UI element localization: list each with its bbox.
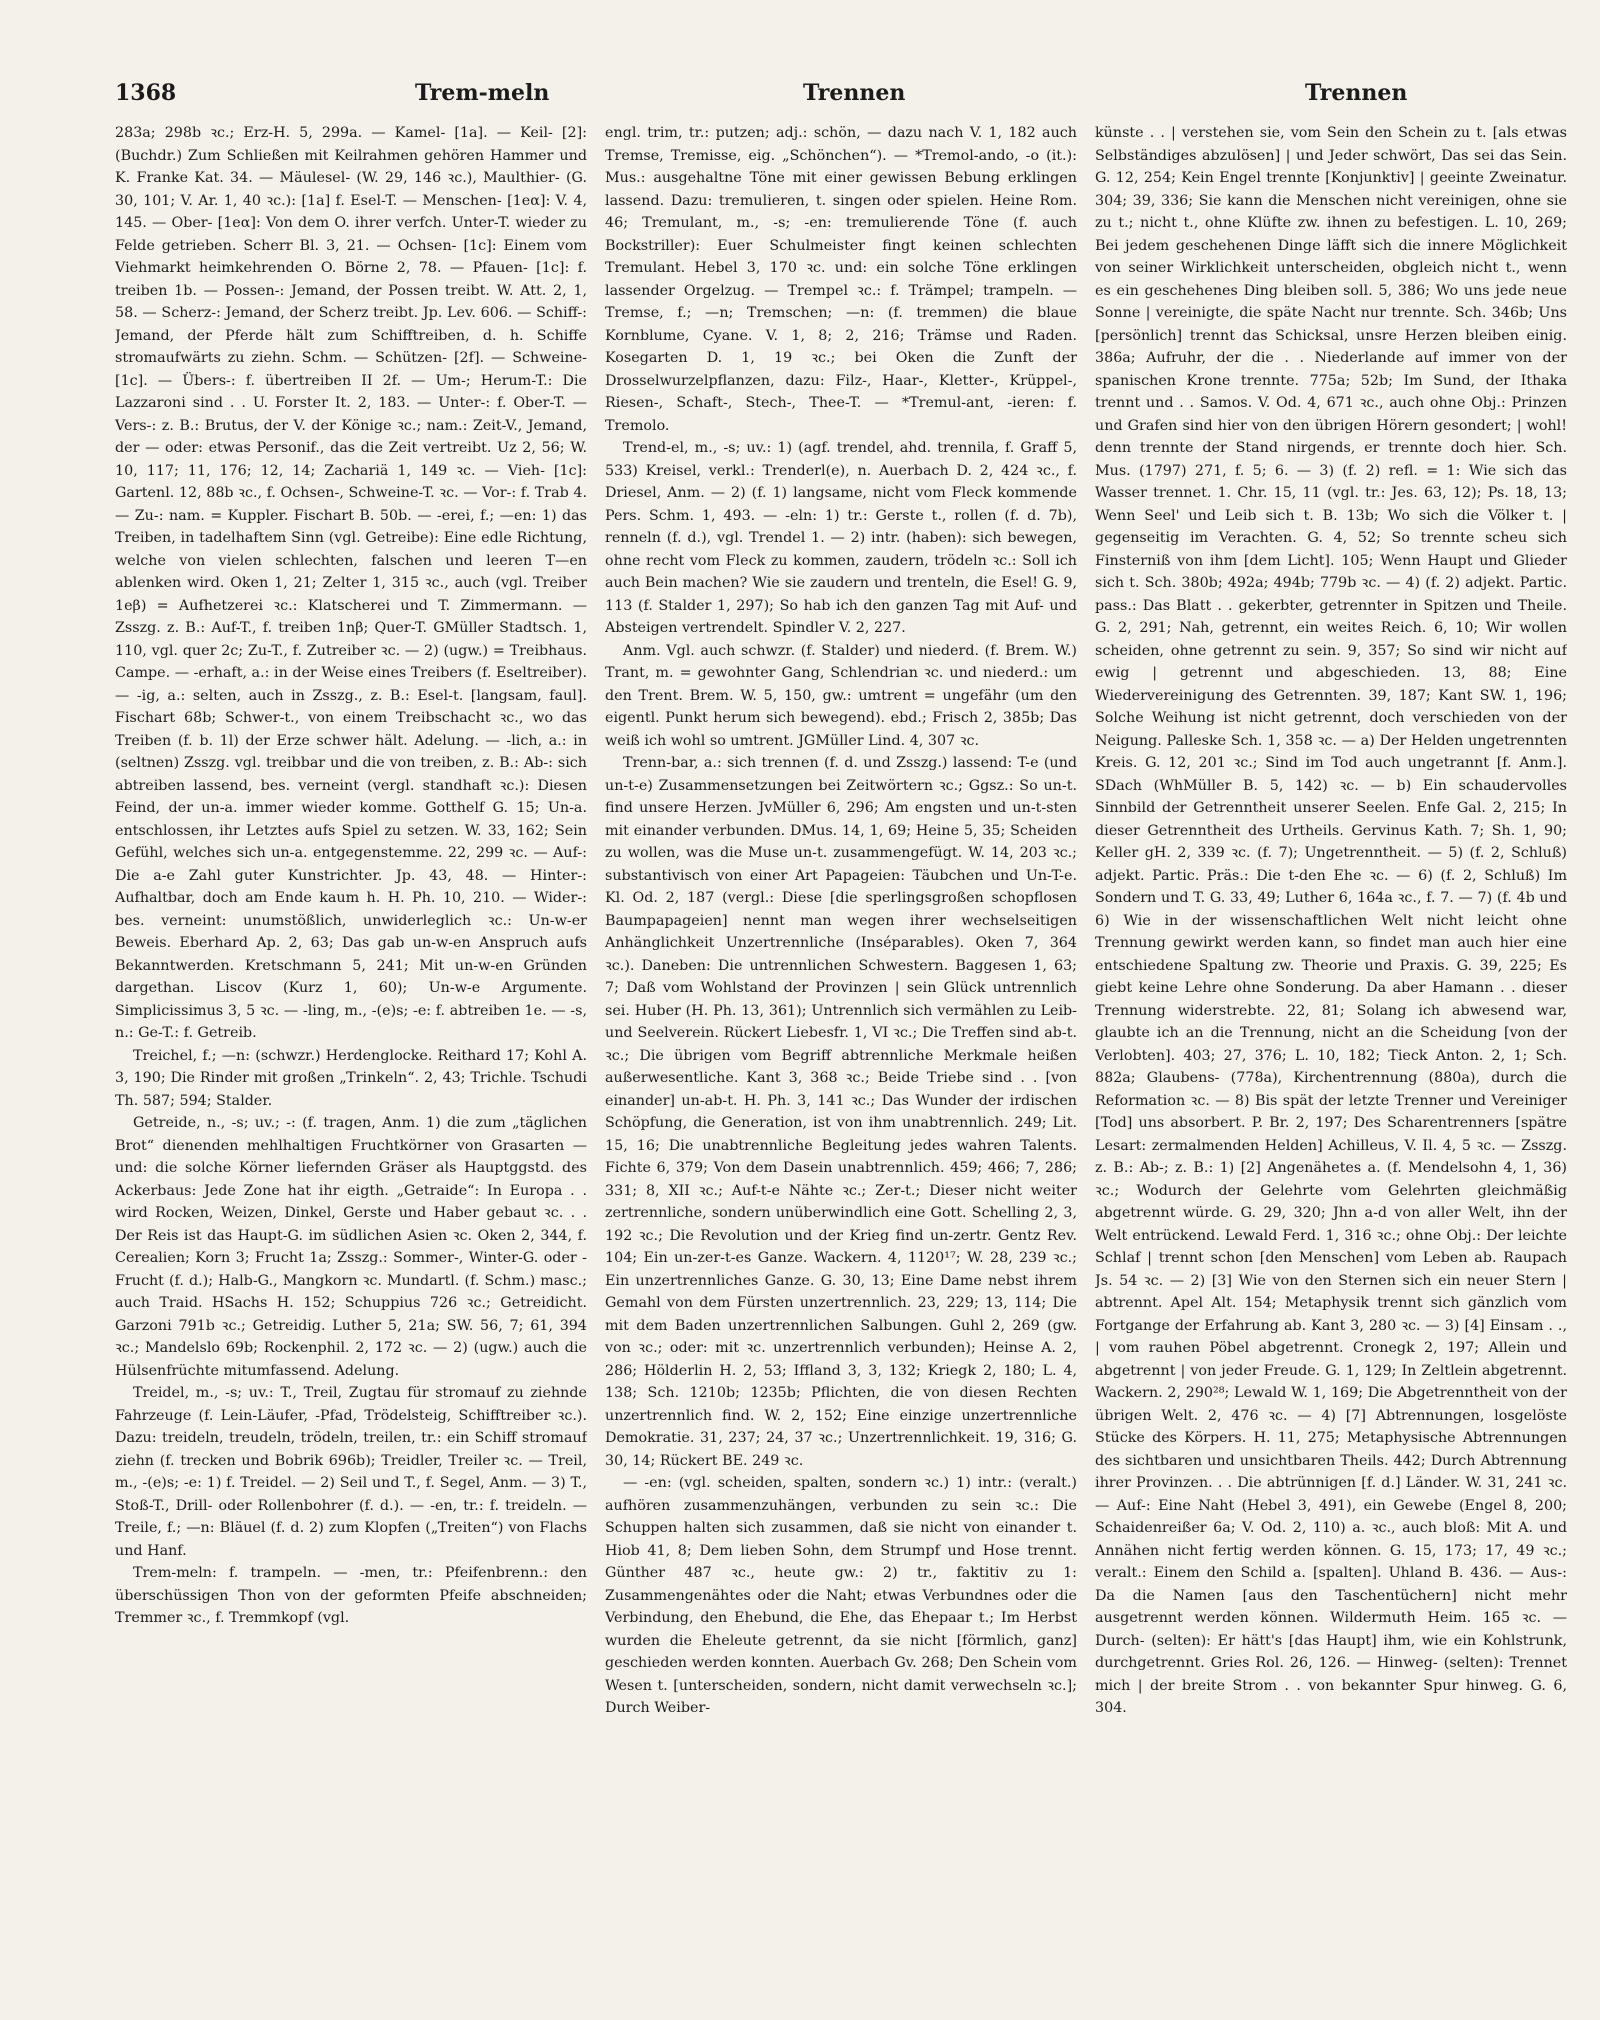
entry-paragraph: künste . . | verstehen sie, vom Sein den Schein zu t. [als etwas Selbständiges abzulösen] | und Jeder schwört, Das sei das Sein. G. 12, 254; Kein Engel trennte [Konjunktiv] | geeinte Zweinatur. 304; 39, 336; Sie kann die Menschen nicht vereinigen, ohne sie zu t.; nicht t., ohne Klüfte zw. ihnen zu befestigen. L. 10, 269; Bei jedem geschehenen Dinge läfft sich die innere Möglichkeit von seiner Wirklichkeit unterscheiden, obgleich nicht t., wenn es ein geschehenes Ding bleiben soll. 5, 386; Wo uns jede neue Sonne | vereinigte, die späte Nacht nur trennte. Sch. 346b; Uns [persönlich] trennt das Schicksal, unsre Herzen bleiben einig. 386a; Aufruhr, der die . . Niederlande auf immer von der spanischen Krone trennte. 775a; 52b; Im Sund, der Ithaka trennt und . . Samos. V. Od. 4, 671 ꝛc., auch ohne Obj.: Prinzen und Grafen sind hier von den übrigen Hörern gesondert; | wohl! denn trennte der Stand nirgends, er trennte doch hier. Sch. Mus. (1797) 271, f. 5; 6. — 3) (f. 2) refl. = 1: Wie sich das Wasser trennet. 1. Chr. 15, 11 (vgl. tr.: Jes. 63, 12); Ps. 18, 13; Wenn Seel' und Leib sich t. B. 13b; Wo sich die Völker t. | gegenseitig im Verachten. G. 4, 52; So trennte scheu sich Finsterniß von ihm [dem Licht]. 105; Wenn Haupt und Glieder sich t. Sch. 380b; 492a; 494b; 779b ꝛc. — 4) (f. 2) adjekt. Partic. pass.: Das Blatt . . gekerbter, getrennter in Spitzen und Theile. G. 2, 291; Nah, getrennt, ein weites Reich. 6, 10; Wir wollen scheiden, ohne getrennt zu sein. 9, 357; So sind wir nicht auf ewig | getrennt und abgeschieden. 13, 88; Eine Wiedervereinigung des Getrennten. 39, 187; Kant SW. 1, 196; Solche Weihung ist nicht getrennt, doch verschieden von der Neigung. Palleske Sch. 1, 358 ꝛc. — a) Der Helden ungetrennten Kreis. G. 12, 201 ꝛc.; Sind im Tod auch ungetrannt [f. Anm.]. SDach (WhMüller B. 5, 142) ꝛc. — b) Ein schaudervolles Sinnbild der Getrenntheit unserer Seelen. Enfe Gal. 2, 215; In dieser Getrenntheit des Urtheils. Gervinus Kath. 7; Sh. 1, 90; Keller gH. 2, 339 ꝛc. (f. 7); Ungetrenntheit. — 5) (f. 2, Schluß) adjekt. Partic. Präs.: Die t-den Ehe ꝛc. — 6) (f. 2, Schluß) Im Sondern und T. G. 33, 49; Luther 6, 164a ꝛc., f. 7. — 7) (f. 4b und 6) Wie in der wissenschaftlichen Welt nicht leicht ohne Trennung gewirkt werden kann, so findet man auch hier eine entschiedene Spaltung zw. Theorie und Praxis. G. 39, 225; Es giebt keine Lehre ohne Sonderung. Da aber Hamann . . dieser Trennung widerstrebte. 22, 81; Solang ich abwesend war, glaubte ich an die Trennung, nicht an die Scheidung [von der Verlobten]. 403; 27, 376; L. 10, 182; Tieck Anton. 2, 1; Sch. 882a; Glaubens- (778a), Kirchentrennung (880a), durch die Reformation ꝛc. — 8) Bis spät der letzte Trenner und Vereiniger [Tod] uns absorbert. P. Br. 2, 197; Des Scharentrenners [spätre Lesart: zermalmenden Helden] Achilleus, V. Il. 4, 5 ꝛc. — Zsszg. z. B.: Ab-; z. B.: 1) [2] Angenähetes a. (f. Mendelsohn 4, 1, 36) ꝛc.; Wodurch der Gelehrte vom Gelehrten gleichmäßig abgetrennt würde. G. 29, 320; Jhn a-d von aller Welt, ihn der Welt entrückend. Lewald Ferd. 1, 316 ꝛc.; ohne Obj.: Der leichte Schlaf | trennt schon [den Menschen] vom Leben ab. Raupach Js. 54 ꝛc. — 2) [3] Wie von den Sternen sich ein neuer Stern | abtrennt. Apel Alt. 154; Metaphysik trennt sich gänzlich vom Fortgange der Erfahrung ab. Kant 3, 280 ꝛc. — 3) [4] Einsam . ., | vom rauhen Pöbel abgetrennt. Cronegk 2, 197; Allein und abgetrennt | von jeder Freude. G. 1, 129; In Zeltlein abgetrennt. Wackern. 2, 290²⁸; Lewald W. 1, 169; Die Abgetrenntheit von der übrigen Welt. 2, 476 ꝛc. — 4) [7] Abtrennungen, losgelöste Stücke des Körpers. H. 11, 275; Metaphysische Abtrennungen des sichtbaren und unsichtbaren Theils. 442; Durch Abtrennung ihrer Provinzen. . . Die abtrünnigen [f. d.] Länder. W. 31, 241 ꝛc. — Auf-: Eine Naht (Hebel 3, 491), ein Gewebe (Engel 8, 200; Schaidenreißer 6a; V. Od. 2, 110) a. ꝛc., auch bloß: Mit A. und Annähen nicht fertig werden können. G. 15, 173; 17, 49 ꝛc.; veralt.: Einem den Schild a. [spalten]. Uhland B. 436. — Aus-: Da die Namen [aus den Taschentüchern] nicht mehr ausgetrennt werden können. Wildermuth Heim. 165 ꝛc. — Durch- (selten): Er hätt's [das Haupt] ihm, wie ein Kohlstrunk, durchgetrennt. Gries Rol. 26, 126. — Hinweg- (selten): Trennet mich | der breite Strom . . von bekannter Spur hinweg. G. 6, 304. xyxy=(1095,125,1567,1716)
entry-paragraph: Trenn-bar, a.: sich trennen (f. d. und Zsszg.) lassend: T-e (und un-t-e) Zusammensetzungen bei Zeitwörtern ꝛc.; Ggsz.: So un-t. find unsere Herzen. JvMüller 6, 296; Am engsten und un-t-sten mit einander verbunden. DMus. 14, 1, 69; Heine 5, 35; Scheiden zu wollen, was die Muse un-t. zusammengefügt. W. 14, 203 ꝛc.; substantivisch von einer Art Papageien: Täubchen und Un-T-e. Kl. Od. 2, 187 (vergl.: Diese [die sperlingsgroßen schopflosen Baumpapageien] nennt man wegen ihrer wechselseitigen Anhänglichkeit Unzertrennliche (Inséparables). Oken 7, 364 ꝛc.). Daneben: Die untrennlichen Schwestern. Baggesen 1, 63; 7; Daß vom Wohlstand der Provinzen | sein Glück untrennlich sei. Huber (H. Ph. 13, 361); Untrennlich sich vermählen zu Leib- und Seelverein. Rückert Liebesfr. 1, VI ꝛc.; Die Treffen sind ab-t. ꝛc.; Die übrigen vom Begriff abtrennliche Merkmale heißen außerwesentliche. Kant 3, 368 ꝛc.; Beide Triebe sind . . [von einander] un-ab-t. H. Ph. 3, 141 ꝛc.; Das Wunder der irdischen Schöpfung, die Generation, ist von ihm unabtrennlich. 249; Lit. 15, 16; Die unabtrennliche Begleitung jedes wahren Talents. Fichte 6, 379; Von dem Dasein unabtrennlich. 459; 466; 7, 286; 331; 8, XII ꝛc.; Auf-t-e Nähte ꝛc.; Zer-t.; Dieser nicht weiter zertrennliche, sondern unüberwindlich eine Gott. Schelling 2, 3, 192 ꝛc.; Die Revolution und der Krieg find un-zertr. Gentz Rev. 104; Ein un-zer-t-es Ganze. Wackern. 4, 1120¹⁷; W. 28, 239 ꝛc.; Ein unzertrennliches Ganze. G. 30, 13; Eine Dame nebst ihrem Gemahl von dem Fürsten unzertrennlich. 23, 229; 13, 114; Die mit dem Baden unzertrennlichen Salbungen. Guhl 2, 269 (gw. von ꝛc.; oder: mit ꝛc. unzertrennlich verbunden); Heinse A. 2, 286; Hölderlin H. 2, 53; Iffland 3, 3, 132; Kriegk 2, 180; L. 4, 138; Sch. 1210b; 1235b; Pflichten, die von diesen Rechten unzertrennlich find. W. 2, 152; Eine einzige unzertrennliche Demokratie. 31, 237; 24, 37 ꝛc.; Unzertrennlichkeit. 19, 316; G. 30, 14; Rückert BE. 249 ꝛc. xyxy=(605,755,1077,1469)
headword-center: Trennen xyxy=(803,80,906,106)
entry-paragraph: Getreide, n., -s; uv.; -: (f. tragen, Anm. 1) die zum „täglichen Brot“ dienenden mehlhaltigen Fruchtkörner von Grasarten — und: die solche Körner liefernden Gräser als Hauptggstd. des Ackerbaus: Jede Zone hat ihr eigth. „Getraide“: In Europa . . wird Rocken, Weizen, Dinkel, Gerste und Haber gebaut ꝛc. . . Der Reis ist das Haupt-G. im südlichen Asien ꝛc. Oken 2, 344, f. Cerealien; Korn 3; Frucht 1a; Zsszg.: Sommer-, Winter-G. oder -Frucht (f. d.); Halb-G., Mangkorn ꝛc. Mundartl. (f. Schm.) masc.; auch Traid. HSachs H. 152; Schuppius 726 ꝛc.; Getreidicht. Garzoni 791b ꝛc.; Getreidig. Luther 5, 21a; SW. 56, 7; 61, 394 ꝛc.; Mandelslo 69b; Rockenphil. 2, 172 ꝛc. — 2) (ugw.) auch die Hülsenfrüchte mitumfassend. Adelung. xyxy=(115,1115,587,1379)
dictionary-columns xyxy=(115,122,1567,1997)
column-left xyxy=(115,122,587,1997)
column-right xyxy=(1095,122,1567,1997)
headword-right: Trennen xyxy=(1305,80,1408,106)
column-middle xyxy=(605,122,1077,1997)
entry-paragraph: Treidel, m., -s; uv.: T., Treil, Zugtau für stromauf zu ziehnde Fahrzeuge (f. Lein-Läufer, -Pfad, Trödelsteig, Schifftreiber ꝛc.). Dazu: treideln, treudeln, trödeln, treilen, tr.: ein Schiff stromauf ziehn (f. trecken und Bobrik 696b); Treidler, Treiler ꝛc. — Treil, m., -(e)s; -e: 1) f. Treidel. — 2) Seil und T., f. Segel, Anm. — 3) T., Stoß-T., Drill- oder Rollenbohrer (f. d.). — -en, tr.: f. treideln. — Treile, f.; —n: Bläuel (f. d. 2) zum Klopfen („Treiten“) von Flachs und Hanf. xyxy=(115,1385,587,1559)
headword-left: Trem-meln xyxy=(415,80,550,106)
entry-paragraph: Anm. Vgl. auch schwzr. (f. Stalder) und niederd. (f. Brem. W.) Trant, m. = gewohnter Gang, Schlendrian ꝛc. und niederd.: um den Trent. Brem. W. 5, 150, gw.: umtrent = ungefähr (um den eigentl. Punkt herum sich bewegend). ebd.; Frisch 2, 385b; Das weiß ich wohl so umtrent. JGMüller Lind. 4, 307 ꝛc. xyxy=(605,642,1077,749)
entry-paragraph: 283a; 298b ꝛc.; Erz-H. 5, 299a. — Kamel- [1a]. — Keil- [2]: (Buchdr.) Zum Schließen mit Keilrahmen gehören Hammer und K. Franke Kat. 34. — Mäulesel- (W. 29, 146 ꝛc.), Maulthier- (G. 30, 101; V. Ar. 1, 40 ꝛc.): [1a] f. Esel-T. — Menschen- [1eα]: V. 4, 145. — Ober- [1eα]: Von dem O. ihrer verfch. Unter-T. wieder zu Felde getrieben. Scherr Bl. 3, 21. — Ochsen- [1c]: Einem vom Viehmarkt heimkehrenden O. Börne 2, 78. — Pfauen- [1c]: f. treiben 1b. — Possen-: Jemand, der Possen treibt. W. Att. 2, 1, 58. — Scherz-: Jemand, der Scherz treibt. Jp. Lev. 606. — Schiff-: Jemand, der Pferde hält zum Schifftreiben, d. h. Schiffe stromaufwärts zu ziehn. Schm. — Schützen- [2f]. — Schweine- [1c]. — Übers-: f. übertreiben II 2f. — Um-; Herum-T.: Die Lazzaroni sind . . U. Forster It. 2, 183. — Unter-: f. Ober-T. — Vers-: z. B.: Brutus, der V. der Könige ꝛc.; nam.: Zeit-V., Jemand, der — oder: etwas Personif., das die Zeit vertreibt. Uz 2, 56; W. 10, 117; 11, 176; 12, 14; Zachariä 1, 149 ꝛc. — Vieh- [1c]: Gartenl. 12, 88b ꝛc., f. Ochsen-, Schweine-T. ꝛc. — Vor-: f. Trab 4. — Zu-: nam. = Kuppler. Fischart B. 50b. — -erei, f.; —en: 1) das Treiben, in tadelhaftem Sinn (vgl. Getreibe): Eine edle Richtung, welche von vielen schlechten, falschen und leeren T—en ablenken wird. Oken 1, 21; Zelter 1, 315 ꝛc., auch (vgl. Treiber 1eβ) = Aufhetzerei ꝛc.: Klatscherei und T. Zimmermann. — Zsszg. z. B.: Auf-T., f. treiben 1nβ; Quer-T. GMüller Stadtsch. 1, 110, vgl. quer 2c; Zu-T., f. Zutreiber ꝛc. — 2) (ugw.) = Treibhaus. Campe. — -erhaft, a.: in der Weise eines Treibers (f. Eseltreiber). — -ig, a.: selten, auch in Zsszg., z. B.: Esel-t. [langsam, faul]. Fischart 68b; Schwer-t., von einem Treibschacht ꝛc., wo das Treiben (f. b. 1l) der Erze schwer hält. Adelung. — -lich, a.: in (seltnen) Zsszg. vgl. treibbar und die von treiben, z. B.: Ab-: sich abtreiben lassend, bes. verneint (vergl. standhaft ꝛc.): Diesen Feind, der un-a. immer wieder komme. Gotthelf G. 15; Un-a. entschlossen, ihr Letztes aufs Spiel zu setzen. W. 33, 162; Sein Gefühl, welches sich un-a. entgegenstemme. 22, 299 ꝛc. — Auf-: Die a-e Zahl guter Kunstrichter. Jp. 43, 48. — Hinter-: Aufhaltbar, doch am Ende kaum h. H. Ph. 10, 210. — Wider-: bes. verneint: unumstößlich, unwiderleglich ꝛc.: Un-w-er Beweis. Eberhard Ap. 2, 63; Das gab un-w-en Anspruch aufs Bekanntwerden. Kretschmann 5, 241; Mit un-w-en Gründen dargethan. Liscov (Kurz 1, 60); Un-w-e Argumente. Simplicissimus 3, 5 ꝛc. — -ling, m., -(e)s; -e: f. abtreiben 1e. — -s, n.: Ge-T.: f. Getreib. xyxy=(115,125,587,1041)
entry-paragraph: Trem-meln: f. trampeln. — -men, tr.: Pfeifenbrenn.: den überschüssigen Thon von der geformten Pfeife abschneiden; Tremmer ꝛc., f. Tremmkopf (vgl. xyxy=(115,1565,587,1626)
entry-paragraph: — -en: (vgl. scheiden, spalten, sondern ꝛc.) 1) intr.: (veralt.) aufhören zusammenzuhängen, verbunden zu sein ꝛc.: Die Schuppen halten sich zusammen, daß sie nicht von einander t. Hiob 41, 8; Dem lieben Sohn, dem Strumpf und Hose trennt. Günther 487 ꝛc., heute gw.: 2) tr., faktitiv zu 1: Zusammengenähtes oder die Naht; etwas Verbundnes oder die Verbindung, den Ehebund, die Ehe, das Ehepaar t.; Im Herbst wurden die Eheleute getrennt, da sie nicht [förmlich, ganz] geschieden werden konnten. Auerbach Gv. 268; Den Schein vom Wesen t. [unterscheiden, sondern, nicht damit verwechseln ꝛc.]; Durch Weiber- xyxy=(605,1475,1077,1716)
page-number: 1368 xyxy=(115,80,177,106)
entry-paragraph: Treichel, f.; —n: (schwzr.) Herdenglocke. Reithard 17; Kohl A. 3, 190; Die Rinder mit großen „Trinkeln“. 2, 43; Trichle. Tschudi Th. 587; 594; Stalder. xyxy=(115,1047,587,1109)
running-header xyxy=(115,80,1565,120)
entry-paragraph: Trend-el, m., -s; uv.: 1) (agf. trendel, ahd. trennila, f. Graff 5, 533) Kreisel, verkl.: Trenderl(e), n. Auerbach D. 2, 424 ꝛc., f. Driesel, Anm. — 2) (f. 1) langsame, nicht vom Fleck kommende Pers. Schm. 1, 493. — -eln: 1) tr.: Gerste t., rollen (f. d. 7b), renneln (f. d.), vgl. Trendel 1. — 2) intr. (haben): sich bewegen, ohne recht vom Fleck zu kommen, zaudern, trödeln ꝛc.: Soll ich auch Bein machen? Wie sie zaudern und trenteln, die Esel! G. 9, 113 (f. Stalder 1, 297); So hab ich den ganzen Tag mit Auf- und Absteigen vertrendelt. Spindler V. 2, 227. xyxy=(605,440,1077,636)
entry-paragraph: engl. trim, tr.: putzen; adj.: schön, — dazu nach V. 1, 182 auch Tremse, Tremisse, eig. „Schönchen“). — *Tremol-ando, -o (it.): Mus.: ausgehaltne Töne mit einer gewissen Bebung erklingen lassend. Dazu: tremulieren, t. singen oder spielen. Heine Rom. 46; Tremulant, m., -s; -en: tremulierende Töne (f. auch Bockstriller): Euer Schulmeister fingt keinen schlechten Tremulant. Hebel 3, 170 ꝛc. und: ein solche Töne erklingen lassender Orgelzug. — Trempel ꝛc.: f. Trämpel; trampeln. — Tremse, f.; —n; Tremschen; —n: (f. tremmen) die blaue Kornblume, Cyane. V. 1, 8; 2, 216; Trämse und Raden. Kosegarten D. 1, 19 ꝛc.; bei Oken die Zunft der Drosselwurzelpflanzen, dazu: Filz-, Haar-, Kletter-, Krüppel-, Riesen-, Schaft-, Stech-, Thee-T. — *Tremul-ant, -ieren: f. Tremolo. xyxy=(605,125,1077,434)
